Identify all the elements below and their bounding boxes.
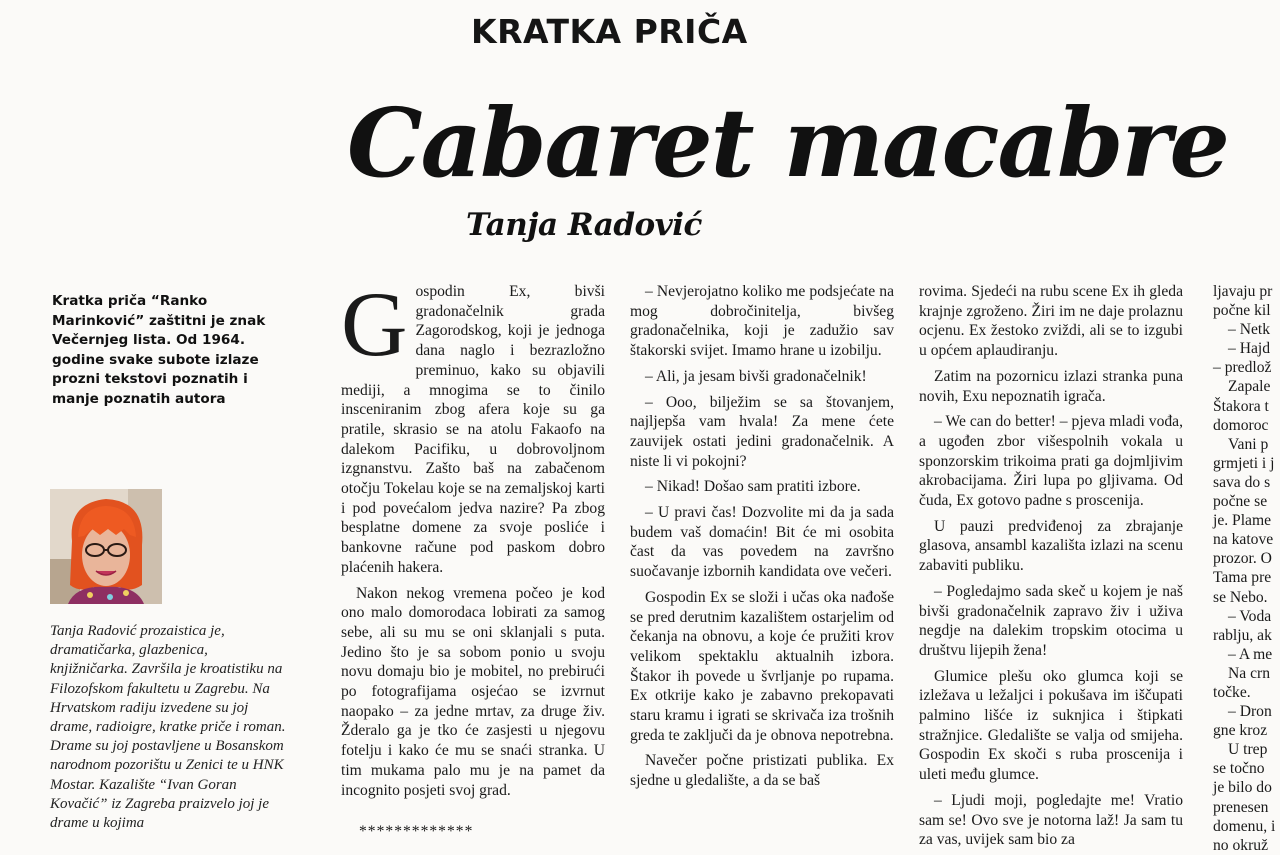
column-line: počne kil — [1213, 302, 1271, 320]
article-paragraph: – U pravi čas! Dozvolite mi da ja sada budem vaš domaćin! Bit će mi osobita čast da vas povedem na završno suočavanje izbornih kandidata ove večeri. — [630, 504, 894, 581]
article-paragraph: Gospodin Ex, bivši gradonačelnik grada Zagorodskog, koji je jednoga dana naglo i bezrazložno preminuo, kako su objavili mediji, a mnogima se to činilo insceniranim zbog afera koje su ga pratile, skrasio se na atolu Fakaofo na dalekom Pacifiku, u dobrovoljnom izgnanstvu. Zašto baš na zabačenom otočju Tokelau koje se na zemaljskoj karti i pod povećalom jedva nazire? Pa zbog besplatne domene za svoje posliće i bankovne račune pod paskom dobro plaćenih hakera. — [341, 273, 605, 576]
article-paragraph: Nakon nekog vremena počeo je kod ono malo domorodaca lobirati za samog sebe, ali su mu se oni sklanjali s puta. Jedino što je sa sobom ponio u svoju novu domaju bio je mobitel, no prebirući po fotografijama osjećao se izvrnut naopako – za jedne mrtav, za druge živ. Žderalo ga je tko će zasjesti u njegovu fotelju i kako će mu se snaći stranka. U tim mukama palo mu je na pamet da incognito posjeti svoj grad. — [341, 584, 605, 799]
article-column-3 — [919, 282, 1183, 850]
column-line: je bilo do — [1213, 779, 1272, 797]
article-title: Cabaret macabre — [347, 88, 1228, 199]
column-line: – A me — [1228, 645, 1273, 663]
article-author: Tanja Radović — [466, 207, 702, 243]
article-paragraph: – Ali, ja jesam bivši gradonačelnik! — [645, 367, 867, 385]
column-line: gne kroz — [1213, 722, 1268, 740]
author-bio: Tanja Radović prozaistica je, dramatičarka, glazbenica, knjižničarka. Završila je kroatistiku na Filozofskom fakultetu u Zagrebu. Na Hrvatskom radiju izvedene su joj drame, radioigre, kratke priče i roman. Drame su joj postavljene u Bosanskom narodnom pozorištu u Zenici te u HNK Mostar. Kazalište “Ivan Goran Kovačić” iz Zagreba praizvelo joj je drame u kojima — [50, 623, 286, 832]
column-line: se točno — [1213, 760, 1265, 778]
article-column-1 — [341, 273, 605, 842]
article-paragraph: rovima. Sjedeći na rubu scene Ex ih gleda krajnje zgroženo. Žiri im ne daje prolaznu ocjenu. Ex žestoko zviždi, ali se to izgubi u općem aplaudiranju. — [919, 283, 1183, 360]
column-line: se Nebo. — [1213, 588, 1268, 606]
column-line: prenesen — [1213, 798, 1269, 816]
article-paragraph: Zatim na pozornicu izlazi stranka puna novih, Exu nepoznatih igrača. — [919, 367, 1183, 405]
column-line: Vani p — [1228, 435, 1269, 453]
article-paragraph: – Nevjerojatno koliko me podsjećate na mog dobročinitelja, bivšeg gradonačelnika, koji je zadužio sav štakorski svijet. Imamo hrane u izobilju. — [630, 283, 894, 360]
article-paragraph: – We can do better! – pjeva mladi vođa, a ugođen zbor višespolnih vokala u sponzorskim trikoima prati ga dojmljivim akrobacijama. Žiri lupa po gljivama. Od čuda, Ex gotovo padne s proscenija. — [919, 413, 1183, 510]
article-paragraph: – Pogledajmo sada skeč u kojem je naš bivši gradonačelnik zapravo živ i uživa negdje na dalekim tropskim otocima u društvu lijepih žena! — [919, 582, 1183, 659]
column-line: – Voda — [1228, 607, 1272, 625]
column-line: – predlož — [1213, 359, 1272, 377]
column-line: Na crn — [1228, 664, 1270, 682]
column-line: na katove — [1213, 531, 1274, 549]
author-photo — [50, 489, 162, 604]
column-line: domenu, i — [1213, 817, 1276, 835]
article-paragraph: Gospodin Ex se složi i učas oka nađoše se pred derutnim kazalištem ostarjelim od čekanja na obnovu, a koje će pružiti krov velikom spektaklu aktualnih izbora. Štakor ih povede u švrljanje po rupama. Ex otkrije kako je zabavno prekopavati staru kramu i igrati se skrivača iza trošnih greda te zaključi da je obnova nepotrebna. — [630, 588, 894, 744]
column-line: prozor. O — [1213, 550, 1272, 568]
article-column-2 — [630, 282, 894, 791]
column-line: rablju, ak — [1213, 626, 1272, 644]
article-paragraph: Navečer počne pristizati publika. Ex sjedne u gledalište, a da se baš — [630, 752, 894, 790]
column-line: Štakora t — [1213, 397, 1269, 415]
column-line: ljavaju pr — [1213, 283, 1273, 300]
section-heading: KRATKA PRIČA — [471, 12, 748, 51]
column-line: – Dron — [1228, 703, 1272, 721]
column-line: točke. — [1213, 683, 1251, 701]
article-paragraph: – Ljudi moji, pogledajte me! Vratio sam se! Ovo sve je notorna laž! Ja sam tu za vas, uvijek sam bio za — [919, 791, 1183, 849]
column-line: grmjeti i j — [1213, 454, 1275, 472]
drop-cap: G — [341, 273, 408, 375]
article-paragraph: – Ooo, bilježim se sa štovanjem, najljepša vam hvala! Za mene ćete zauvijek ostati jedini gradonačelnik. A niste li vi pokojni? — [630, 393, 894, 470]
article-paragraph: Glumice plešu oko glumca koji se izležava u ležaljci i pokušava im iščupati palmino lišće iz suknjica i štipkati stražnjice. Gledalište se valja od smijeha. Gospodin Ex skoči s ruba proscenija i uleti među glumce. — [919, 667, 1183, 784]
column-line: no okruž — [1213, 836, 1268, 854]
column-line: Tama pre — [1213, 569, 1272, 587]
column-line: domoroc — [1213, 416, 1269, 434]
article-column-4 — [1213, 282, 1280, 855]
column-line: je. Plame — [1213, 512, 1272, 530]
series-intro: Kratka priča “Ranko Marinković” zaštitni je znak Večernjeg lista. Od 1964. godine svake subote izlaze prozni tekstovi poznatih i manje poznatih autora — [52, 293, 266, 407]
column-line: – Netk — [1228, 321, 1271, 339]
column-line: sava do s — [1213, 473, 1271, 491]
column-line: Zapale — [1228, 378, 1271, 396]
column-line: U trep — [1228, 741, 1268, 759]
column-line: počne se — [1213, 493, 1268, 511]
section-separator: ************* — [359, 823, 474, 841]
column-line: – Hajd — [1228, 340, 1271, 358]
article-paragraph: U pauzi predviđenoj za zbrajanje glasova, ansambl kazališta izlazi na scenu zabaviti publiku. — [919, 517, 1183, 575]
article-paragraph: – Nikad! Došao sam pratiti izbore. — [645, 478, 861, 496]
